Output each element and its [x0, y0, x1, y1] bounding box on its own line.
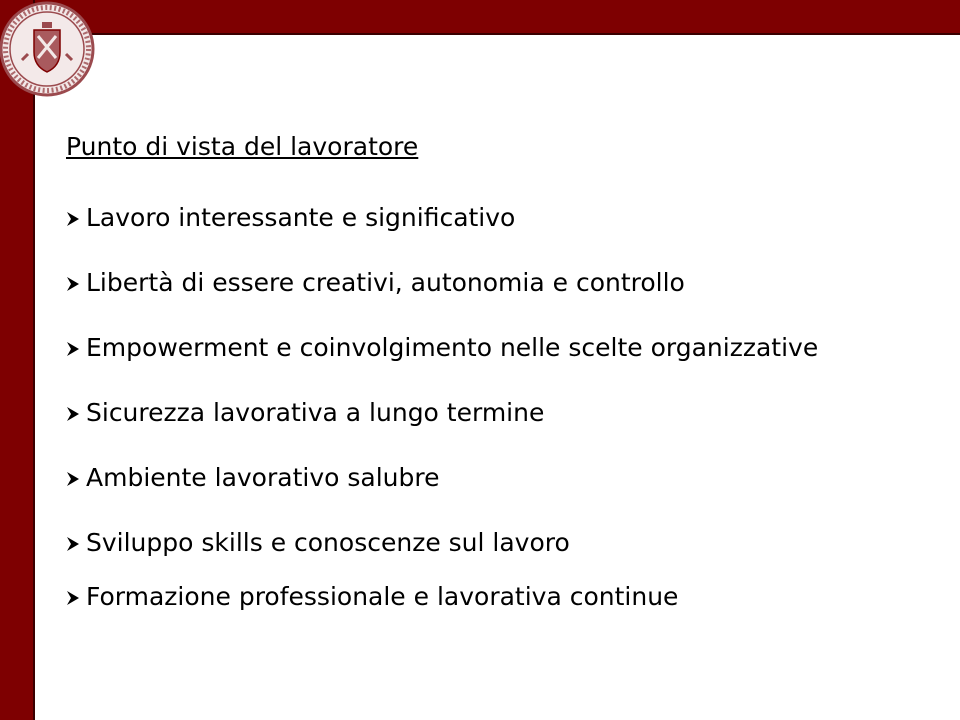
arrow-bullet-icon [66, 212, 80, 226]
bullet-item [66, 394, 926, 432]
arrow-bullet-icon [66, 342, 80, 356]
arrow-bullet-icon [66, 407, 80, 421]
university-seal-logo [0, 0, 96, 98]
bullet-text: Ambiente lavorativo salubre [86, 463, 440, 492]
bullet-item [66, 578, 926, 616]
top-frame-bar [0, 0, 960, 35]
bullet-item [66, 264, 926, 302]
arrow-bullet-icon [66, 591, 80, 605]
arrow-bullet-icon [66, 537, 80, 551]
bullet-text: Formazione professionale e lavorativa continue [86, 582, 679, 611]
bullet-text: Libertà di essere creativi, autonomia e controllo [86, 268, 685, 297]
bullet-item [66, 524, 926, 562]
slide-content [66, 128, 926, 643]
slide-heading: Punto di vista del lavoratore [66, 132, 419, 161]
left-frame-bar [0, 0, 35, 720]
bullet-text: Empowerment e coinvolgimento nelle scelte organizzative [86, 333, 819, 362]
bullet-text: Sicurezza lavorativa a lungo termine [86, 398, 545, 427]
bullet-list [66, 199, 926, 616]
bullet-text: Lavoro interessante e significativo [86, 203, 516, 232]
bullet-text: Sviluppo skills e conoscenze sul lavoro [86, 528, 570, 557]
bullet-item [66, 199, 926, 237]
bullet-item [66, 329, 926, 367]
arrow-bullet-icon [66, 277, 80, 291]
arrow-bullet-icon [66, 472, 80, 486]
bullet-item [66, 459, 926, 497]
